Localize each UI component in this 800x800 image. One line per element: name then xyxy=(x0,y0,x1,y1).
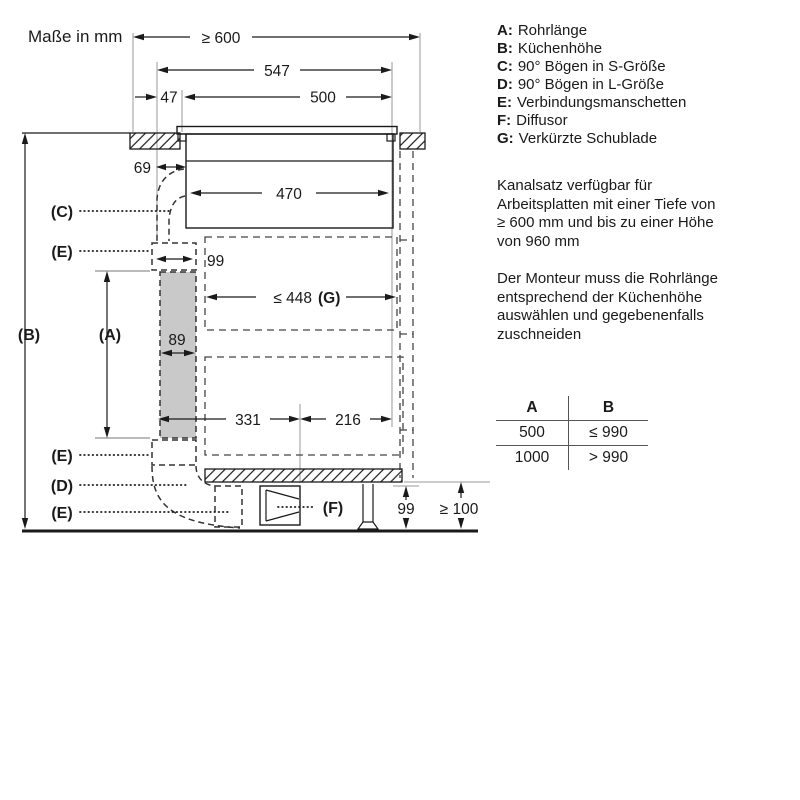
note-installer-line1: Der Monteur muss die Rohrlänge xyxy=(497,270,718,287)
note-installer xyxy=(497,270,797,344)
dim-worktop-depth xyxy=(133,30,420,47)
vertical-duct xyxy=(160,272,196,438)
legend-label-e: Verbindungsmanschetten xyxy=(517,94,687,111)
legend-label-g: Verkürzte Schublade xyxy=(518,130,658,147)
dim-duct-outer xyxy=(156,253,224,270)
note-availability-line2: Arbeitsplatten mit einer Tiefe von xyxy=(497,195,716,213)
dim-plinth-height-label: 99 xyxy=(397,501,415,518)
dim-bottom-left-span-label: 331 xyxy=(235,412,261,429)
legend-label-f: Diffusor xyxy=(516,112,568,129)
dim-worktop-depth-label: ≥ 600 xyxy=(201,30,241,47)
callout-a: (A) xyxy=(98,327,122,344)
lower-cabinet-box xyxy=(205,357,403,455)
plinth-panel xyxy=(205,469,402,482)
note-installer-line2: entsprechend der Küchenhöhe xyxy=(497,288,703,306)
legend-label-c: 90° Bögen in S-Größe xyxy=(517,58,666,75)
pipe-length-table xyxy=(496,396,648,470)
dim-hob-inner-width-label: 470 xyxy=(276,186,302,203)
dim-duct-offset-label: 69 xyxy=(133,160,151,177)
connector-upper xyxy=(152,243,196,270)
legend-key-g: G: xyxy=(497,130,514,147)
dim-floor-clearance xyxy=(440,482,479,529)
callout-e-middle-group xyxy=(51,448,150,465)
callout-d: (D) xyxy=(50,478,74,495)
callout-e-lower-group xyxy=(51,505,228,522)
table-header-b: B xyxy=(602,399,615,416)
bend-s-outer xyxy=(157,169,184,241)
legend-key-c: C: xyxy=(497,58,513,75)
dim-drawer-depth-label: ≤ 448 xyxy=(273,290,312,307)
callout-b: (B) xyxy=(17,327,41,344)
callout-f: (F) xyxy=(322,500,344,517)
callout-e-upper: (E) xyxy=(51,244,73,261)
drawer-box xyxy=(205,237,397,330)
callout-e-upper-group xyxy=(51,244,150,261)
table-row xyxy=(496,446,648,470)
worktop-right-section xyxy=(400,133,425,149)
dim-duct-outer-label: 99 xyxy=(207,253,225,270)
hob-body xyxy=(186,134,393,228)
callout-e-lower: (E) xyxy=(51,505,73,522)
dim-hob-width-label: 547 xyxy=(264,63,290,80)
callout-d-group xyxy=(51,478,186,495)
dim-hob-width xyxy=(157,63,392,80)
note-installer-line3: auswählen und gegebenenfalls xyxy=(497,307,704,324)
dim-drawer-depth xyxy=(206,290,396,307)
hob-top-plate xyxy=(177,127,397,135)
connector-lower xyxy=(215,486,242,527)
leg-foot xyxy=(358,522,378,529)
callout-e-middle: (E) xyxy=(51,448,73,465)
note-availability xyxy=(497,177,797,251)
table-cell-a2: 1000 xyxy=(496,446,569,470)
legend-item-f xyxy=(497,112,686,130)
callout-c-group xyxy=(51,204,170,221)
dim-cutout-width xyxy=(184,90,392,107)
hob-flange-right xyxy=(387,134,395,141)
table-cell-a1: 500 xyxy=(496,421,569,445)
dim-front-offset-label: 47 xyxy=(160,89,178,107)
legend-key-d: D: xyxy=(497,76,513,93)
dim-bottom-right-span xyxy=(300,412,392,429)
legend-item-b xyxy=(497,40,686,58)
note-availability-line4: von 960 mm xyxy=(497,232,580,250)
dim-pipe-length xyxy=(95,271,150,438)
legend-item-c xyxy=(497,58,686,76)
table-cell-b2: > 990 xyxy=(588,449,629,466)
legend-label-d: 90° Bögen in L-Größe xyxy=(517,76,664,93)
legend-item-d xyxy=(497,76,686,94)
page-title: Maße in mm xyxy=(28,27,123,46)
dim-cutout-width-label: 500 xyxy=(310,89,336,107)
leg-column xyxy=(363,484,373,522)
dim-plinth-height xyxy=(397,486,414,529)
legend-key-b: B: xyxy=(497,40,513,57)
legend-item-e xyxy=(497,94,686,112)
dim-duct-inner-label: 89 xyxy=(168,332,186,349)
note-availability-line3: ≥ 600 mm und bis zu einer Höhe xyxy=(497,214,714,231)
table-cell-b1: ≤ 990 xyxy=(589,424,628,441)
table-header-a: A xyxy=(496,396,569,420)
bend-s-inner xyxy=(169,196,185,241)
legend-label-b: Küchenhöhe xyxy=(517,40,603,57)
legend-item-g xyxy=(497,130,686,148)
dim-bottom-right-span-label: 216 xyxy=(335,412,361,429)
legend xyxy=(497,22,686,148)
dim-hob-inner-width xyxy=(190,186,389,203)
table-header-row xyxy=(496,396,648,421)
dim-duct-offset xyxy=(134,160,186,177)
legend-key-a: A: xyxy=(497,22,513,39)
legend-label-a: Rohrlänge xyxy=(517,22,588,39)
worktop-left-section xyxy=(130,133,180,149)
legend-key-e: E: xyxy=(497,94,512,111)
dim-kitchen-height xyxy=(18,133,40,529)
table-row xyxy=(496,421,648,446)
callout-c: (C) xyxy=(50,204,74,221)
diffusor-funnel-lines xyxy=(266,490,299,521)
note-installer-line4: zuschneiden xyxy=(497,325,582,343)
note-availability-line1: Kanalsatz verfügbar für xyxy=(497,177,653,194)
dim-floor-clearance-label: ≥ 100 xyxy=(439,501,479,518)
legend-key-f: F: xyxy=(497,112,512,129)
legend-item-a xyxy=(497,22,686,40)
dim-drawer-key-label: (G) xyxy=(318,290,341,307)
dim-front-offset xyxy=(135,90,178,107)
connector-middle xyxy=(152,440,196,465)
